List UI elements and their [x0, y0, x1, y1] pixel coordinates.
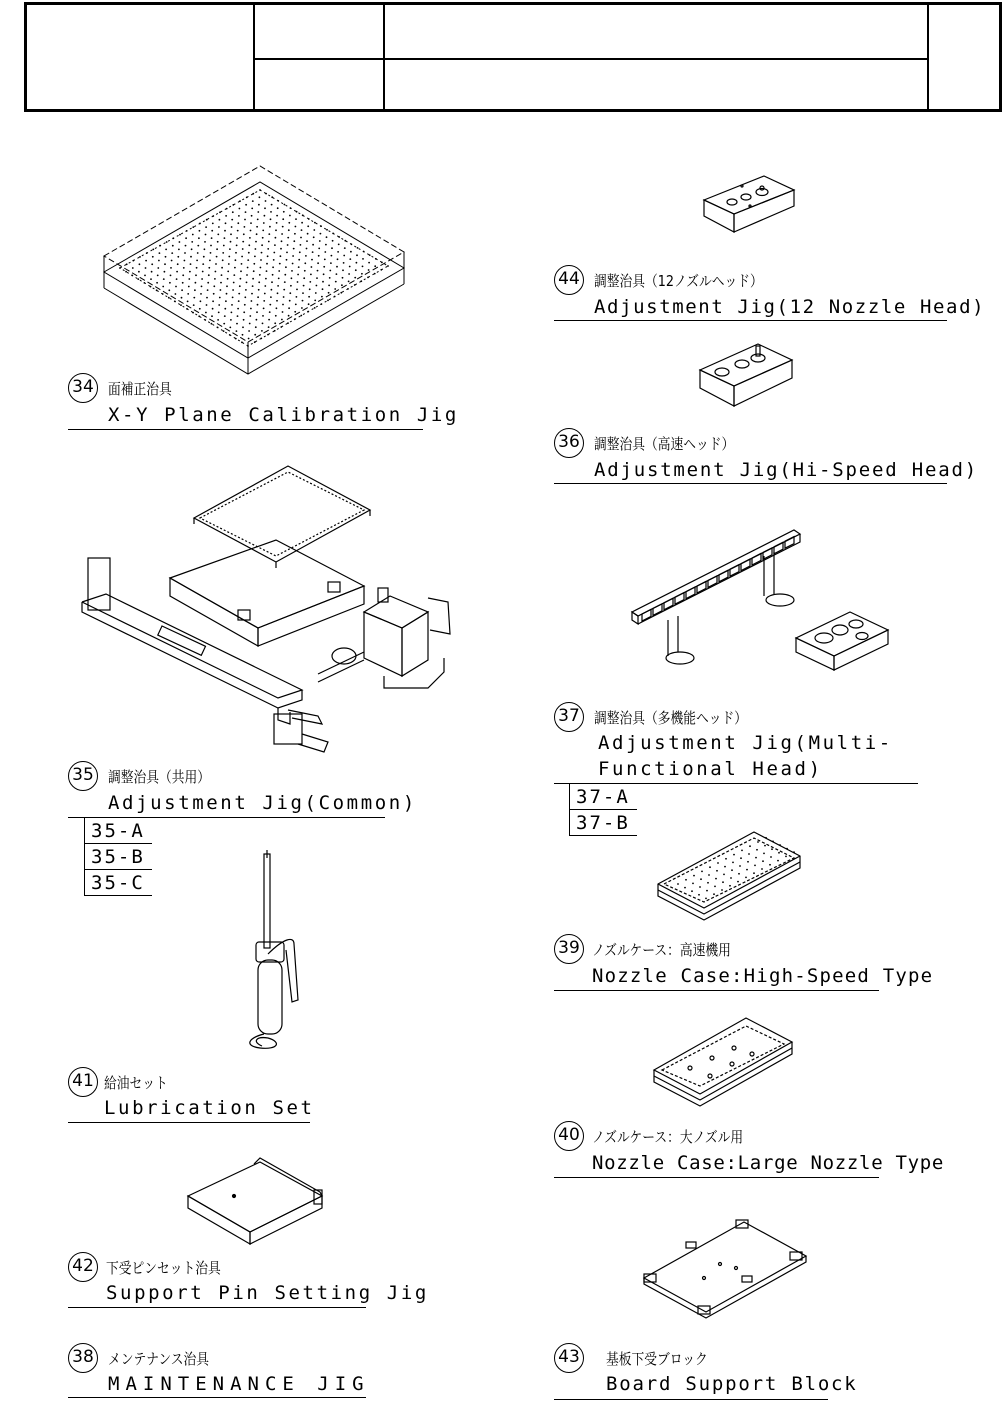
item-english-label: Nozzle Case:High-Speed Type: [592, 965, 934, 987]
item-number-badge: 42: [68, 1252, 98, 1282]
lubrication-set-image: [238, 850, 310, 1056]
item-english-label: MAINTENANCE JIG: [108, 1373, 370, 1395]
sub-item-list: [569, 784, 637, 836]
nozzle-case-high-speed-image: [654, 828, 804, 926]
adjustment-jig-12-nozzle-head-image: [700, 170, 798, 242]
item-japanese-label: 調整治具（12ノズルヘッド）: [594, 272, 763, 290]
item-underline: [554, 990, 879, 991]
sub-item: 37-A: [569, 784, 637, 810]
item-underline: [68, 429, 423, 430]
item-japanese-label: 給油セット: [104, 1074, 168, 1092]
item-english-label: Adjustment Jig(Multi-: [598, 732, 893, 754]
item-underline: [68, 1307, 366, 1308]
item-japanese-label: ノズルケース：高速機用: [592, 941, 731, 959]
item-japanese-label: ノズルケース：大ノズル用: [592, 1128, 744, 1146]
item-english-label: Adjustment Jig(Hi-Speed Head): [594, 459, 978, 481]
title-block: [24, 2, 1002, 112]
adjustment-jig-hi-speed-head-image: [696, 336, 796, 412]
adjustment-jig-multi-functional-head-image: [628, 528, 894, 676]
item-number-badge: 37: [554, 702, 584, 732]
sub-item: 35-C: [84, 870, 152, 896]
title-block-divider: [253, 5, 255, 109]
item-number-badge: 40: [554, 1121, 584, 1151]
item-underline: [68, 1397, 366, 1398]
item-english-label: Board Support Block: [606, 1373, 858, 1395]
item-english-label-line2: Functional Head): [598, 758, 823, 780]
item-japanese-label: 面補正治具: [108, 380, 172, 398]
common-adjustment-jig-image: [78, 462, 468, 762]
item-japanese-label: 下受ピンセット治具: [106, 1259, 221, 1277]
item-japanese-label: 基板下受ブロック: [606, 1350, 708, 1368]
item-japanese-label: 調整治具（高速ヘッド）: [594, 435, 735, 453]
item-underline: [554, 1177, 879, 1178]
title-block-divider: [253, 58, 929, 60]
item-underline: [68, 1122, 310, 1123]
item-number-badge: 43: [554, 1343, 584, 1373]
item-japanese-label: 調整治具（多機能ヘッド）: [594, 709, 748, 727]
item-english-label: Nozzle Case:Large Nozzle Type: [592, 1152, 945, 1174]
item-english-label: Adjustment Jig(12 Nozzle Head): [594, 296, 986, 318]
sub-item: 35-A: [84, 818, 152, 844]
item-number-badge: 34: [68, 373, 98, 403]
item-number-badge: 35: [68, 761, 98, 791]
item-japanese-label: 調整治具（共用）: [108, 768, 211, 786]
title-block-divider: [383, 5, 385, 109]
title-block-divider: [927, 5, 929, 109]
sub-item: 37-B: [569, 810, 637, 836]
item-english-label: Adjustment Jig(Common): [108, 792, 417, 814]
item-underline: [554, 320, 947, 321]
item-english-label: Lubrication Set: [104, 1097, 315, 1119]
sub-item-list: [84, 818, 152, 896]
item-number-badge: 39: [554, 934, 584, 964]
item-number-badge: 36: [554, 428, 584, 458]
board-support-block-image: [640, 1216, 810, 1320]
item-number-badge: 38: [68, 1343, 98, 1373]
nozzle-case-large-nozzle-image: [650, 1014, 796, 1110]
item-underline: [554, 1399, 828, 1400]
support-pin-setting-jig-image: [184, 1156, 326, 1244]
item-english-label: Support Pin Setting Jig: [106, 1282, 429, 1304]
xy-plane-calibration-jig-image: [100, 160, 410, 380]
item-number-badge: 44: [554, 265, 584, 295]
sub-item: 35-B: [84, 844, 152, 870]
item-number-badge: 41: [68, 1067, 98, 1097]
item-english-label: X-Y Plane Calibration Jig: [108, 404, 459, 426]
item-underline: [554, 483, 947, 484]
item-japanese-label: メンテナンス治具: [108, 1350, 209, 1368]
